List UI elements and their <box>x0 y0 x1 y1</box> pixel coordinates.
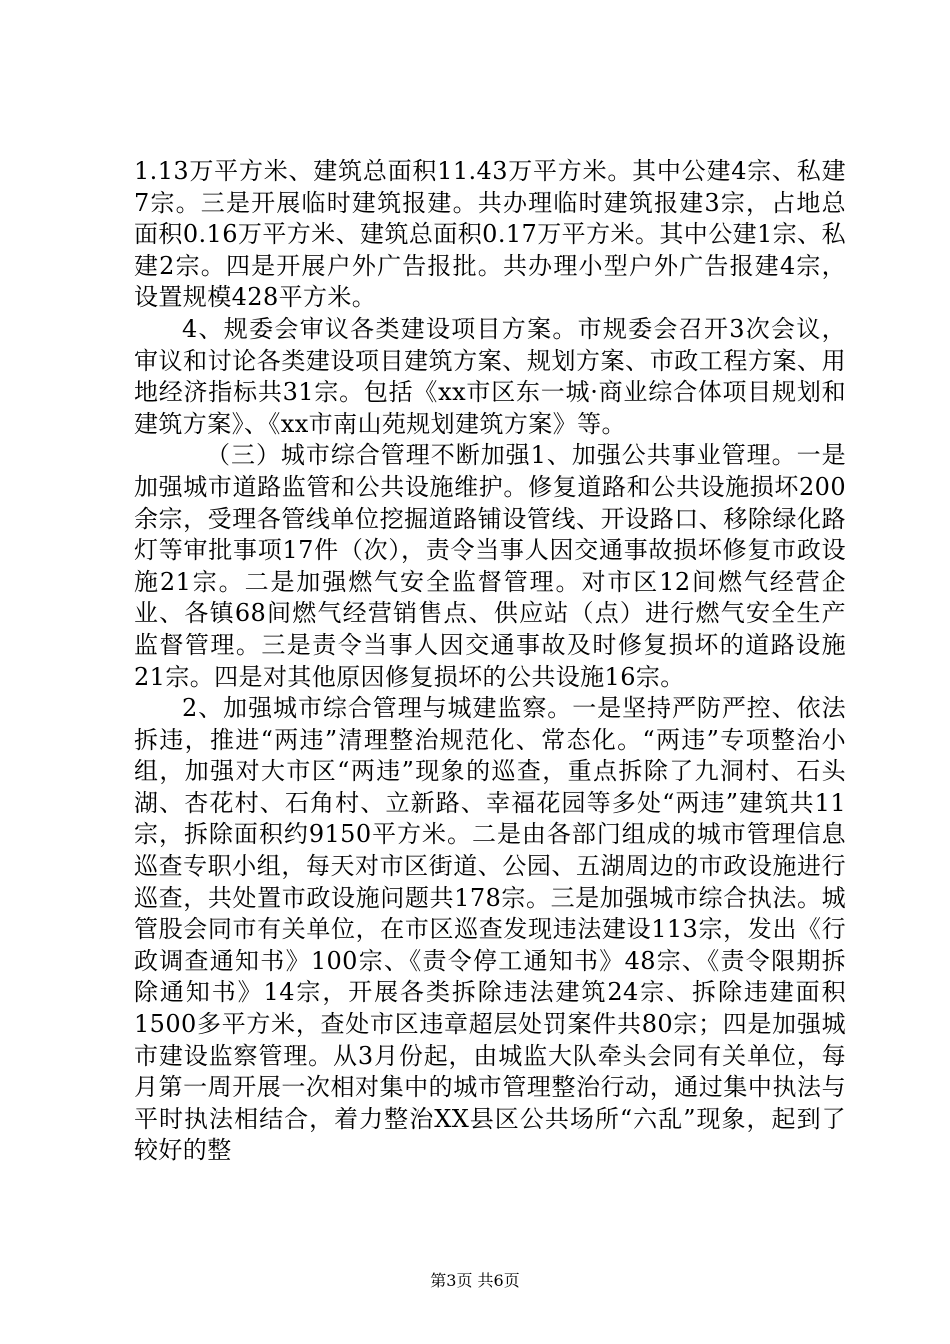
paragraph-urban-management: （三）城市综合管理不断加强1、加强公共事业管理。一是加强城市道路监管和公共设施维护。修复道路和公共设施损坏200余宗，受理各管线单位挖掘道路铺设管线、开设路口、移除绿化路灯等审批事项17件（次），责令当事人因交通事故损坏修复市政设施21宗。二是加强燃气安全监督管理。对市区12间燃气经营企业、各镇68间燃气经营销售点、供应站（点）进行燃气安全生产监督管理。三是责令当事人因交通事故及时修复损坏的道路设施21宗。四是对其他原因修复损坏的公共设施16宗。 <box>134 441 846 691</box>
document-body <box>134 156 846 1167</box>
paragraph-continuation: 1.13万平方米、建筑总面积11.43万平方米。其中公建4宗、私建7宗。三是开展临时建筑报建。共办理临时建筑报建3宗，占地总面积0.16万平方米、建筑总面积0.17万平方米。其中公建1宗、私建2宗。四是开展户外广告报批。共办理小型户外广告报建4宗，设置规模428平方米。 <box>134 157 846 312</box>
page-number-footer: 第3页 共6页 <box>430 1271 520 1290</box>
paragraph-supervision: 2、加强城市综合管理与城建监察。一是坚持严防严控、依法拆违，推进“两违”清理整治规范化、常态化。“两违”专项整治小组，加强对大市区“两违”现象的巡查，重点拆除了九洞村、石头湖、杏花村、石角村、立新路、幸福花园等多处“两违”建筑共11宗，拆除面积约9150平方米。二是由各部门组成的城市管理信息巡查专职小组，每天对市区街道、公园、五湖周边的市政设施进行巡查，共处置市政设施问题共178宗。三是加强城市综合执法。城管股会同市有关单位，在市区巡查发现违法建设113宗，发出《行政调查通知书》100宗、《责令停工通知书》48宗、《责令限期拆除通知书》14宗，开展各类拆除违法建筑24宗、拆除违建面积1500多平方米，查处市区违章超层处罚案件共80宗；四是加强城市建设监察管理。从3月份起，由城监大队牵头会同有关单位，每月第一周开展一次相对集中的城市管理整治行动，通过集中执法与平时执法相结合，着力整治XX县区公共场所“六乱”现象，起到了较好的整 <box>134 694 846 1165</box>
paragraph-planning-committee: 4、规委会审议各类建设项目方案。市规委会召开3次会议，审议和讨论各类建设项目建筑方案、规划方案、市政工程方案、用地经济指标共31宗。包括《xx市区东一城·商业综合体项目规划和建筑方案》、《xx市南山苑规划建筑方案》等。 <box>134 314 846 438</box>
